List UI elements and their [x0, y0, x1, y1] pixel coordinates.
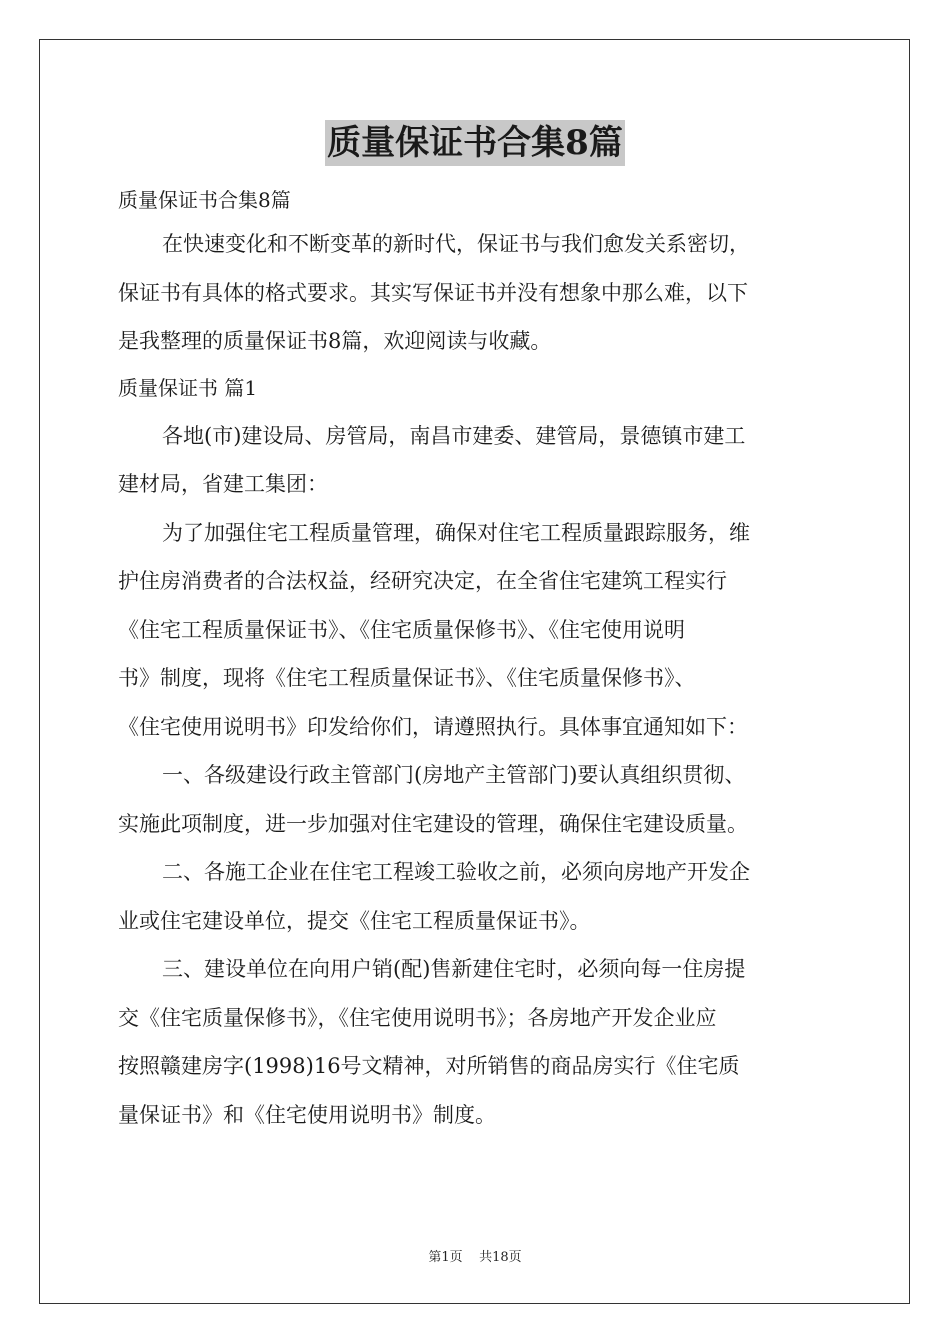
paragraph-line: 按照赣建房字(1998)16号文精神，对所销售的商品房实行《住宅质	[118, 1054, 740, 1078]
page-footer	[0, 1246, 950, 1265]
intro-line: 是我整理的质量保证书8篇，欢迎阅读与收藏。	[118, 329, 552, 353]
paragraph-line: 二、各施工企业在住宅工程竣工验收之前，必须向房地产开发企	[162, 860, 750, 884]
paragraph-line: 量保证书》和《住宅使用说明书》制度。	[118, 1102, 496, 1127]
document-body	[118, 180, 834, 1139]
paragraph-line: 业或住宅建设单位，提交《住宅工程质量保证书》。	[118, 908, 591, 933]
addressee-line: 各地(市)建设局、房管局，南昌市建委、建管局，景德镇市建工	[162, 423, 746, 448]
paragraph-line: 护住房消费者的合法权益，经研究决定，在全省住宅建筑工程实行	[118, 569, 727, 593]
paragraph-line: 交《住宅质量保修书》，《住宅使用说明书》；各房地产开发企业应	[118, 1005, 717, 1030]
document-title: 质量保证书合集8篇	[325, 120, 625, 166]
paragraph-line: 三、建设单位在向用户销(配)售新建住宅时，必须向每一住房提	[162, 957, 746, 981]
addressee-line: 建材局，省建工集团：	[118, 472, 328, 496]
paragraph-line: 为了加强住宅工程质量管理，确保对住宅工程质量跟踪服务，维	[162, 520, 750, 545]
document-subtitle: 质量保证书合集8篇	[118, 188, 291, 212]
paragraph-line: 《住宅使用说明书》印发给你们，请遵照执行。具体事宜通知如下：	[118, 714, 748, 739]
section-heading: 质量保证书 篇1	[118, 375, 258, 400]
title-area	[0, 120, 950, 166]
intro-line: 保证书有具体的格式要求。其实写保证书并没有想象中那么难，以下	[118, 280, 748, 305]
paragraph-line: 书》制度，现将《住宅工程质量保证书》、《住宅质量保修书》、	[118, 666, 696, 690]
intro-line: 在快速变化和不断变革的新时代，保证书与我们愈发关系密切，	[162, 232, 750, 256]
page-number: 第1页 共18页	[428, 1250, 522, 1265]
paragraph-line: 《住宅工程质量保证书》、《住宅质量保修书》、《住宅使用说明	[118, 617, 685, 642]
paragraph-line: 实施此项制度，进一步加强对住宅建设的管理，确保住宅建设质量。	[118, 811, 748, 836]
paragraph-line: 一、各级建设行政主管部门(房地产主管部门)要认真组织贯彻、	[162, 763, 746, 787]
